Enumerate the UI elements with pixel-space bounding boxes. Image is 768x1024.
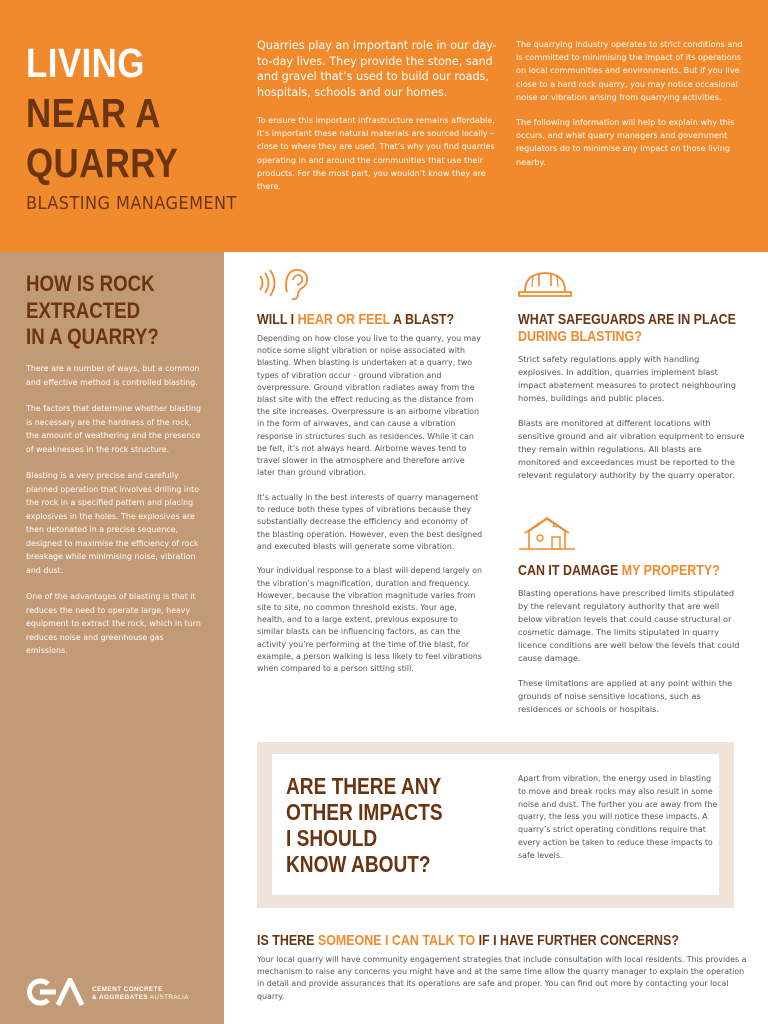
callout-body: Apart from vibration, the energy used in blasting to move and break rocks may also result in some noise and dust. The further you are away from the quarry, the less you will notice these impacts. A quarry’s strict operating conditions require that every action be taken to reduce these impacts to safe levels. <box>518 774 718 860</box>
title-line-1: LIVING <box>26 40 145 86</box>
concerns-heading-text: IF I HAVE FURTHER CONCERNS? <box>475 932 679 949</box>
concerns-heading-text: IS THERE <box>257 932 318 949</box>
house-icon <box>517 514 577 554</box>
blast-paragraph: Depending on how close you live to the quarry, you may notice some slight vibration or noise associated with blasting. When blasting is undertaken at a quarry, two types of vibration occur - ground vibration and overpressure. Ground vibration radiates away from the blast site with the effect reducing as the distance from the site increases. Overpressure is an airborne vibration in the form of airwaves, and can cause a vibration response in structures such as residences. While it can be felt, it’s not always heard. Airborne waves tend to travel slower in the atmosphere and therefore arrive later than ground vibration. <box>257 334 481 478</box>
intro-right-paragraph: The following information will help to explain why this occurs, and what quarry managers and government regulators do to minimise any impact on those living nearby. <box>516 117 735 167</box>
logo-line-2-light: AUSTRALIA <box>147 994 189 1001</box>
ccaa-logo-text <box>92 986 189 1002</box>
sidebar-heading-line: IN A QUARRY? <box>26 324 159 349</box>
blast-heading-highlight: HEAR OR FEEL <box>297 311 391 328</box>
property-body <box>518 587 746 716</box>
concerns-heading-highlight: SOMEONE I CAN TALK TO <box>317 932 476 949</box>
callout-heading-line: ARE THERE ANY <box>286 773 442 799</box>
ear-sound-icon <box>257 266 313 302</box>
title-line-3: QUARRY <box>26 140 179 186</box>
page-subtitle: BLASTING MANAGEMENT <box>26 194 237 214</box>
intro-lead-text: Quarries play an important role in our day-to-day lives. They provide the stone, sand and gravel that’s used to build our roads, hospitals, schools and our homes. <box>257 39 497 99</box>
safeguards-body <box>518 353 746 482</box>
sidebar-paragraph: There are a number of ways, but a common and effective method is controlled blasting. <box>26 364 200 387</box>
sidebar-body <box>26 362 206 658</box>
intro-right-column <box>516 38 748 169</box>
page-title <box>26 38 255 214</box>
callout-heading <box>286 773 475 877</box>
logo-line-2-bold: & AGGREGATES <box>92 994 148 1001</box>
property-heading <box>518 562 720 579</box>
other-impacts-callout <box>257 742 734 908</box>
property-heading-text: CAN IT DAMAGE <box>518 562 622 579</box>
concerns-heading <box>257 932 679 949</box>
safeguards-heading <box>518 311 736 345</box>
ccaa-logo <box>26 978 216 1006</box>
sidebar-heading <box>26 271 186 351</box>
sidebar-paragraph: Blasting is a very precise and carefully planned operation that involves drilling into the rock in a specified pattern and placing explosives in the holes. The explosives are then detonated in a precise sequence, designed to maximise the efficiency of rock breakage while minimising noise, vibration and dust. <box>26 471 200 575</box>
logo-line-1: CEMENT CONCRETE <box>92 986 163 993</box>
callout-heading-line: I SHOULD <box>286 825 378 851</box>
callout-heading-highlight: OTHER IMPACTS <box>286 799 443 825</box>
intro-middle-text: To ensure this important infrastructure remains affordable, it’s important these natural materials are sourced locally – close to where they are used. That’s why you find quarries operating in and around the communities that use their products. For the most part, you wouldn’t know they are there. <box>257 115 495 192</box>
hard-hat-icon <box>517 264 573 300</box>
sidebar-heading-line: HOW IS ROCK <box>26 271 155 296</box>
blast-heading-text: WILL I <box>257 311 298 328</box>
blast-heading <box>257 311 454 328</box>
safeguards-heading-line-2: DURING BLASTING? <box>518 328 642 345</box>
ccaa-logo-icon <box>26 978 88 1006</box>
safeguards-heading-line-1: WHAT SAFEGUARDS ARE IN PLACE <box>518 311 736 328</box>
title-line-2: NEAR A <box>26 90 161 136</box>
sidebar <box>0 252 224 1024</box>
concerns-body: Your local quarry will have community engagement strategies that include consultation with local residents. This provides a mechanism to raise any concerns you might have and at the same time allow the quarry manager to explain the operation in detail and provide assurances that its operations are safe and proper. You can find out more by contacting your local quarry. <box>257 955 747 1001</box>
safeguards-paragraph: Strict safety regulations apply with handling explosives. In addition, quarries implement blast impact abatement measures to protect neighbouring homes, buildings and public places. <box>518 354 736 403</box>
blast-heading-text: A BLAST? <box>390 311 455 328</box>
header-banner <box>0 0 768 252</box>
sidebar-heading-line: EXTRACTED <box>26 297 141 323</box>
intro-right-paragraph: The quarrying industry operates to strict conditions and is committed to minimising the impact of its operations on local communities and environments. But if you live close to a hard rock quarry, you may notice occasional noise or vibration arising from quarrying activities. <box>516 39 743 102</box>
callout-heading-line: KNOW ABOUT? <box>286 851 431 877</box>
logo-line-2 <box>92 994 189 1002</box>
blast-paragraph: Your individual response to a blast will depend largely on the vibration’s magnification, duration and frequency. However, because the vibration magnitude varies from site to site, no common threshold exists. Your age, health, and to a large extent, previous exposure to similar blasts can be influencing factors, as can the activity you’re performing at the time of the blast, for example, a person walking is less likely to feel vibrations when compared to a person sitting still. <box>257 566 483 674</box>
sidebar-paragraph: One of the advantages of blasting is that it reduces the need to operate large, heavy equipment to extract the rock, which in turn reduces noise and greenhouse gas emissions. <box>26 592 201 655</box>
blast-paragraph: It’s actually in the best interests of quarry management to reduce both these types of vibrations because they substantially decrease the efficiency and economy of the blasting operation. However, even the best designed and executed blasts will generate some vibration. <box>257 492 483 551</box>
sidebar-paragraph: The factors that determine whether blasting is necessary are the hardness of the rock, the amount of weathering and the presence of weaknesses in the rock structure. <box>26 404 202 454</box>
safeguards-paragraph: Blasts are monitored at different locations with sensitive ground and air vibration equipment to ensure they remain within regulations. All blasts are monitored and exceedances must be reported to the relevant regulatory authority by the quarry operator. <box>518 418 745 480</box>
property-heading-highlight: MY PROPERTY? <box>621 562 720 579</box>
callout-inner <box>272 754 719 895</box>
blast-body <box>257 333 483 675</box>
property-paragraph: Blasting operations have prescribed limits stipulated by the relevant regulatory authority that are well below vibration levels that could cause structural or cosmetic damage. The limits stipulated in quarry licence conditions are well below the levels that could cause damage. <box>518 588 740 663</box>
property-paragraph: These limitations are applied at any point within the grounds of noise sensitive locations, such as residences or schools or hospitals. <box>518 677 733 714</box>
